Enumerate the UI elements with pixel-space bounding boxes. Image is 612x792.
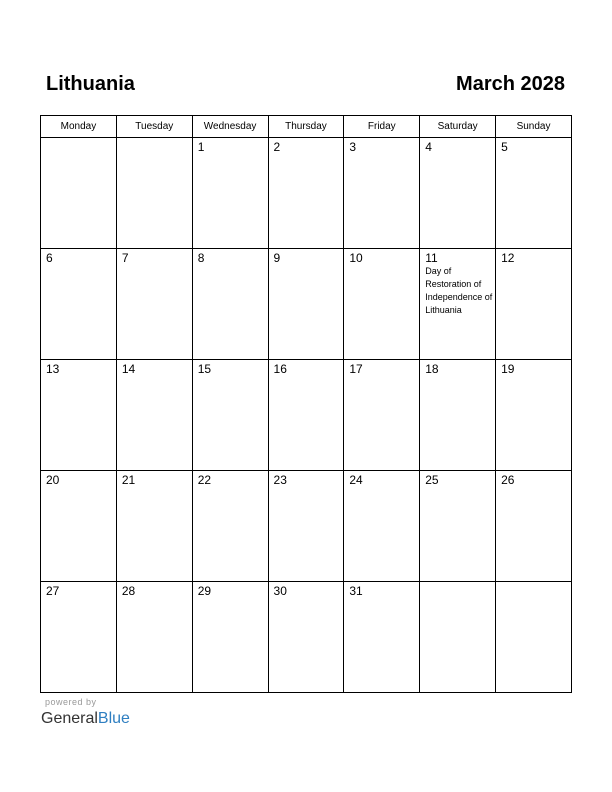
day-number: 4 xyxy=(425,140,432,154)
weekday-header-row xyxy=(41,116,572,138)
day-cell xyxy=(420,360,496,471)
generalblue-logo xyxy=(41,709,130,729)
day-cell xyxy=(192,138,268,249)
day-cell xyxy=(268,138,344,249)
logo-blue-text: Blue xyxy=(97,710,130,727)
weekday-header-sunday: Sunday xyxy=(496,116,572,138)
day-cell xyxy=(344,249,420,360)
day-number: 8 xyxy=(197,251,205,265)
day-cell xyxy=(116,582,192,693)
day-number: 9 xyxy=(273,251,281,265)
day-cell xyxy=(41,471,117,582)
day-number: 1 xyxy=(197,140,205,154)
day-cell xyxy=(116,138,192,249)
day-cell xyxy=(116,360,192,471)
holiday-label: Day of Restoration of Independence of Lithuania xyxy=(425,266,493,315)
logo-general-text: General xyxy=(41,710,98,727)
day-cell xyxy=(192,471,268,582)
day-cell xyxy=(41,360,117,471)
day-number: 7 xyxy=(121,251,129,265)
day-number: 13 xyxy=(46,362,60,376)
day-number: 6 xyxy=(46,251,53,265)
day-number: 31 xyxy=(349,584,363,598)
day-cell xyxy=(192,249,268,360)
day-number: 3 xyxy=(349,140,357,154)
day-cell xyxy=(268,360,344,471)
day-cell xyxy=(41,249,117,360)
day-number: 26 xyxy=(501,473,515,487)
day-number: 11 xyxy=(425,251,438,265)
weekday-header-monday: Monday xyxy=(41,116,117,138)
day-cell xyxy=(420,249,496,360)
week-row xyxy=(41,360,572,471)
day-number: 18 xyxy=(425,362,439,376)
day-cell xyxy=(420,471,496,582)
day-cell xyxy=(496,249,572,360)
day-number: 29 xyxy=(197,584,212,598)
day-cell xyxy=(41,138,117,249)
month-year-title: March 2028 xyxy=(456,73,565,95)
day-cell xyxy=(116,249,192,360)
day-number: 14 xyxy=(121,362,136,376)
powered-by-text: powered by xyxy=(45,697,97,707)
day-cell xyxy=(268,471,344,582)
day-number: 27 xyxy=(46,584,60,598)
week-row xyxy=(41,138,572,249)
day-cell xyxy=(344,471,420,582)
day-number: 15 xyxy=(197,362,212,376)
day-cell xyxy=(420,582,496,693)
week-row xyxy=(41,582,572,693)
day-number: 30 xyxy=(273,584,287,598)
weekday-header-wednesday: Wednesday xyxy=(192,116,268,138)
day-cell xyxy=(344,360,420,471)
weekday-header-tuesday: Tuesday xyxy=(116,116,192,138)
footer-branding xyxy=(41,697,130,729)
day-number: 20 xyxy=(46,473,60,487)
day-cell xyxy=(496,138,572,249)
country-title: Lithuania xyxy=(46,73,135,95)
day-number: 5 xyxy=(501,140,508,154)
day-number: 21 xyxy=(121,473,136,487)
day-cell xyxy=(496,471,572,582)
day-number: 24 xyxy=(349,473,363,487)
day-cell xyxy=(344,138,420,249)
day-number: 17 xyxy=(349,362,363,376)
day-cell xyxy=(268,582,344,693)
weekday-header-friday: Friday xyxy=(344,116,420,138)
day-cell xyxy=(116,471,192,582)
day-number: 28 xyxy=(121,584,136,598)
day-cell xyxy=(344,582,420,693)
weekday-header-saturday: Saturday xyxy=(420,116,496,138)
day-cell xyxy=(496,582,572,693)
week-row xyxy=(41,471,572,582)
day-number: 12 xyxy=(501,251,515,265)
day-number: 19 xyxy=(501,362,515,376)
day-cell xyxy=(420,138,496,249)
day-number: 25 xyxy=(425,473,439,487)
day-cell xyxy=(496,360,572,471)
day-cell xyxy=(192,582,268,693)
day-number: 16 xyxy=(273,362,287,376)
day-number: 23 xyxy=(273,473,287,487)
day-cell xyxy=(192,360,268,471)
day-cell xyxy=(268,249,344,360)
day-number: 22 xyxy=(197,473,212,487)
week-row xyxy=(41,249,572,360)
calendar-grid xyxy=(40,115,572,693)
day-number: 10 xyxy=(349,251,363,265)
day-cell xyxy=(41,582,117,693)
weekday-header-thursday: Thursday xyxy=(268,116,344,138)
day-number: 2 xyxy=(273,140,281,154)
